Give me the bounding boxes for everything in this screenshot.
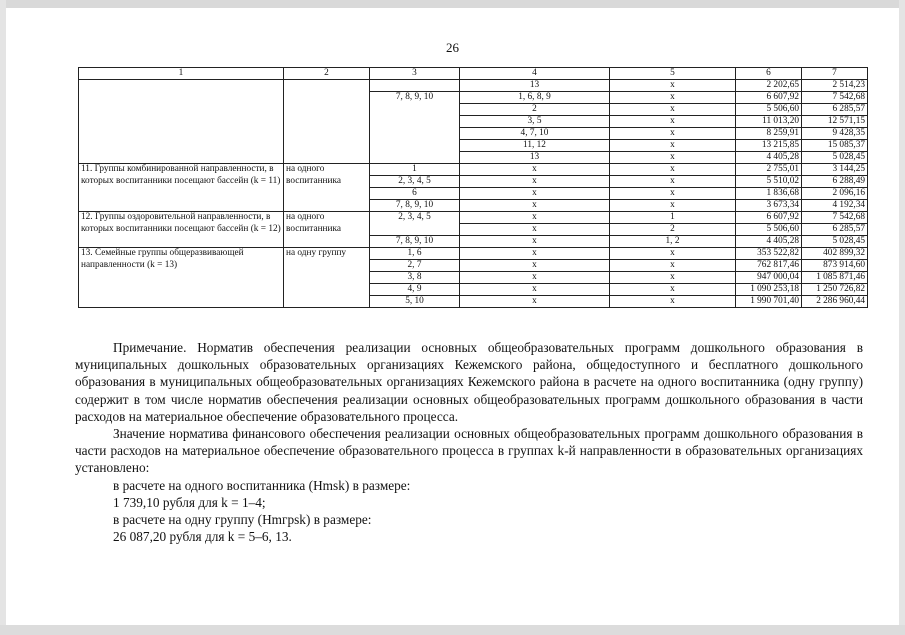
table-cell: 3 673,34 <box>736 200 802 212</box>
table-cell: 6 285,57 <box>802 104 868 116</box>
table-cell: 2 755,01 <box>736 164 802 176</box>
table-cell: х <box>610 104 736 116</box>
table-cell: 1 836,68 <box>736 188 802 200</box>
table-cell: 7, 8, 9, 10 <box>370 236 460 248</box>
table-cell: х <box>610 272 736 284</box>
table-cell: 1 <box>610 212 736 224</box>
table-cell: 6 <box>370 188 460 200</box>
table-header-row <box>79 68 868 80</box>
header-cell: 1 <box>79 68 284 80</box>
table-row <box>79 248 868 260</box>
table-row <box>79 164 868 176</box>
table-cell: 2 <box>460 104 610 116</box>
note-paragraph: Примечание. Норматив обеспечения реализации основных общеобразовательных программ дошкольного образования в муниципальных дошкольных образовательных организациях Кежемского района, общедоступного и бесплатного дошкольного образования в муниципальных общеобразовательных организациях Кежемского района в расчете на одного воспитанника (одну группу) содержит в том числе норматив обеспечения реализации основных общеобразовательных программ дошкольного образования в части расходов на материальное обеспечение образовательного процесса. <box>75 340 863 424</box>
table-cell: х <box>460 260 610 272</box>
table-cell: 4, 7, 10 <box>460 128 610 140</box>
note-line: 26 087,20 рубля для k = 5–6, 13. <box>113 529 292 545</box>
table-cell: 1, 6, 8, 9 <box>460 92 610 104</box>
table-cell: 3, 8 <box>370 272 460 284</box>
table-cell: 13 <box>460 80 610 92</box>
table-cell: 1 090 253,18 <box>736 284 802 296</box>
table-cell: 5 510,02 <box>736 176 802 188</box>
table-cell: 6 607,92 <box>736 212 802 224</box>
unit-cell: на одного воспитанника <box>284 212 370 248</box>
table-cell: х <box>460 212 610 224</box>
table-cell: 13 215,85 <box>736 140 802 152</box>
table-cell: х <box>610 260 736 272</box>
table-cell: х <box>460 272 610 284</box>
table-row <box>79 212 868 224</box>
notes-section <box>75 339 863 545</box>
table-cell: 2 514,23 <box>802 80 868 92</box>
note-line: в расчете на одну группу (Нmгрsk) в размере: <box>113 512 372 528</box>
note-line: 1 739,10 рубля для k = 1–4; <box>113 494 266 510</box>
table-cell: 2, 3, 4, 5 <box>370 212 460 236</box>
table-cell: 1, 2 <box>610 236 736 248</box>
table-cell: х <box>610 176 736 188</box>
table-cell: 6 285,57 <box>802 224 868 236</box>
table-cell: 7, 8, 9, 10 <box>370 92 460 164</box>
table-cell: 13 <box>460 152 610 164</box>
table-cell: х <box>610 140 736 152</box>
note-paragraph: Значение норматива финансового обеспечения реализации основных общеобразовательных программ дошкольного образования в части расходов на материальное обеспечение образовательного процесса в группах k-й направленности в образовательных организациях установлено: <box>75 426 863 476</box>
header-cell: 6 <box>736 68 802 80</box>
scan-border-bottom <box>0 625 905 635</box>
table-cell: х <box>610 296 736 308</box>
table-cell: 6 288,49 <box>802 176 868 188</box>
table-cell: 7, 8, 9, 10 <box>370 200 460 212</box>
table-cell: 12 571,15 <box>802 116 868 128</box>
table-cell: 4 192,34 <box>802 200 868 212</box>
table-cell: 947 000,04 <box>736 272 802 284</box>
scan-border-top <box>0 0 905 8</box>
header-cell: 4 <box>460 68 610 80</box>
table-cell: 3 144,25 <box>802 164 868 176</box>
table-cell: 15 085,37 <box>802 140 868 152</box>
table-cell: 2, 7 <box>370 260 460 272</box>
table-cell: х <box>610 116 736 128</box>
table-cell: 1, 6 <box>370 248 460 260</box>
table-cell: 1 250 726,82 <box>802 284 868 296</box>
table-cell: х <box>610 164 736 176</box>
table-cell: 9 428,35 <box>802 128 868 140</box>
table-cell: 1 <box>370 164 460 176</box>
table-cell: 873 914,60 <box>802 260 868 272</box>
table-cell: 353 522,82 <box>736 248 802 260</box>
unit-cell <box>284 80 370 164</box>
table-cell: 2 286 960,44 <box>802 296 868 308</box>
header-cell: 7 <box>802 68 868 80</box>
table-cell: х <box>460 296 610 308</box>
table-cell: х <box>610 200 736 212</box>
table-cell: 11, 12 <box>460 140 610 152</box>
scan-border-right <box>899 0 905 635</box>
unit-cell: на одну группу <box>284 248 370 308</box>
note-line: в расчете на одного воспитанника (Нmsk) в размере: <box>113 477 411 493</box>
table-cell: 2 <box>610 224 736 236</box>
table-cell: 2, 3, 4, 5 <box>370 176 460 188</box>
table-cell: 5, 10 <box>370 296 460 308</box>
table-cell: 402 899,32 <box>802 248 868 260</box>
table-cell: х <box>610 92 736 104</box>
table-cell: 2 202,65 <box>736 80 802 92</box>
group-name-cell: 11. Группы комбинированной направленности, в которых воспитанники посещают бассейн (k = 11) <box>79 164 284 212</box>
table-cell: х <box>610 188 736 200</box>
table-cell: х <box>460 236 610 248</box>
table-cell: 3, 5 <box>460 116 610 128</box>
table-cell: х <box>610 128 736 140</box>
table-cell: х <box>460 188 610 200</box>
table-cell: х <box>460 284 610 296</box>
table-cell: 7 542,68 <box>802 92 868 104</box>
table-cell: 6 607,92 <box>736 92 802 104</box>
table-cell: 5 506,60 <box>736 224 802 236</box>
table-cell: 8 259,91 <box>736 128 802 140</box>
table-cell: х <box>610 284 736 296</box>
page-number: 26 <box>446 40 459 55</box>
scan-border-left <box>0 0 6 635</box>
group-name-cell <box>79 80 284 164</box>
norms-table <box>78 67 868 308</box>
table-cell: х <box>460 248 610 260</box>
table-row <box>79 80 868 92</box>
group-name-cell: 13. Семейные группы общеразвивающей направленности (k = 13) <box>79 248 284 308</box>
table-cell: х <box>610 80 736 92</box>
table-cell: 4, 9 <box>370 284 460 296</box>
table-cell: х <box>610 248 736 260</box>
unit-cell: на одного воспитанника <box>284 164 370 212</box>
header-cell: 3 <box>370 68 460 80</box>
table-cell: х <box>460 224 610 236</box>
table-cell: 4 405,28 <box>736 152 802 164</box>
table-cell: х <box>610 152 736 164</box>
table-cell: 1 085 871,46 <box>802 272 868 284</box>
table-cell: 5 028,45 <box>802 152 868 164</box>
table-cell: 7 542,68 <box>802 212 868 224</box>
table-cell: 1 990 701,40 <box>736 296 802 308</box>
table-cell: х <box>460 200 610 212</box>
group-name-cell: 12. Группы оздоровительной направленности, в которых воспитанники посещают бассейн (k = 12) <box>79 212 284 248</box>
header-cell: 5 <box>610 68 736 80</box>
table-cell <box>370 80 460 92</box>
table-cell: 11 013,20 <box>736 116 802 128</box>
table-cell: 2 096,16 <box>802 188 868 200</box>
header-cell: 2 <box>284 68 370 80</box>
table-cell: 4 405,28 <box>736 236 802 248</box>
table-cell: 5 028,45 <box>802 236 868 248</box>
table-cell: 5 506,60 <box>736 104 802 116</box>
table-cell: х <box>460 176 610 188</box>
table-cell: 762 817,46 <box>736 260 802 272</box>
table-cell: х <box>460 164 610 176</box>
